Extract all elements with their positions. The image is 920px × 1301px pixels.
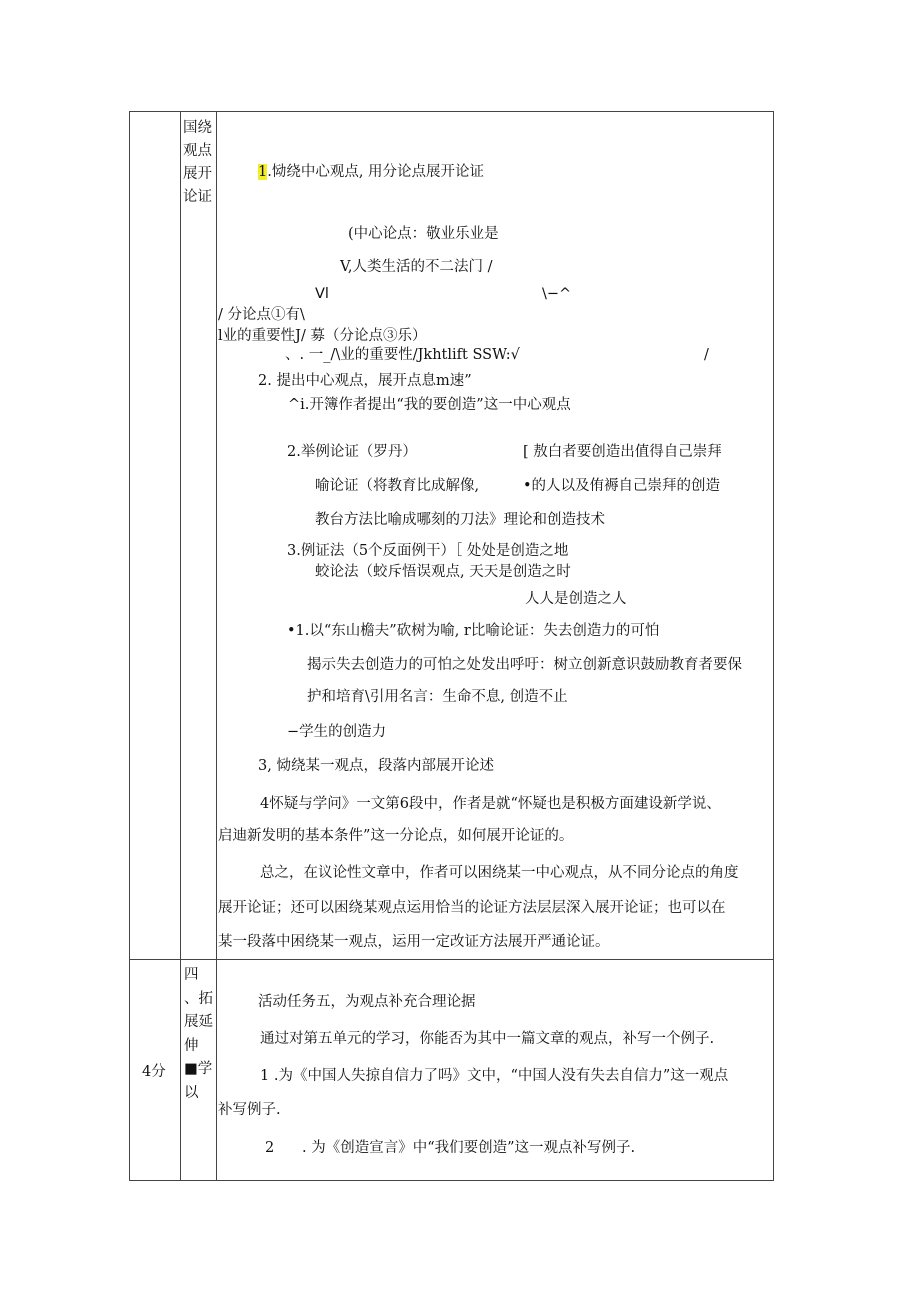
point-2b-left: 2.举例论证（罗丹）: [287, 444, 417, 460]
heading-1: [258, 163, 484, 181]
point-2i: 揭示失去创造力的可怕之处发出呼吁：树立创新意识鼓励教育者要保: [307, 657, 742, 673]
heading-3: 3, 恸绕某一观点，段落内部展开论述: [258, 758, 494, 774]
column-divider-label: [216, 111, 217, 1180]
activity-item-2-number: 2: [265, 1140, 275, 1156]
point-2h: •1.以“东山檐夫”砍树为喻, r比喻论证：失去创造力的可怕: [287, 623, 660, 639]
row2-label-line: 伸: [184, 1037, 199, 1054]
paragraph-1-line-2: 启迪新发明的基本条件”这一分论点，如何展开论证的。: [218, 828, 574, 844]
heading-1-number: 1: [258, 164, 268, 180]
heading-1-text: .恸绕中心观点, 用分论点展开论证: [267, 164, 485, 180]
diagram-center-claim: (中心论点：敬业乐业是: [348, 226, 499, 242]
row2-label-line: 以: [184, 1084, 199, 1101]
point-2b-right: [ 敖白者要创造出值得自己崇拜: [523, 444, 722, 460]
column-divider-time: [180, 111, 181, 1180]
point-2k: −学生的创造力: [287, 724, 387, 740]
row2-label-line: ■学: [184, 1061, 213, 1077]
row1-label: 国绕观点展开论证: [183, 120, 212, 205]
point-2g: 人人是创造之人: [525, 591, 627, 607]
diagram-branch-end: /: [704, 347, 709, 363]
diagram-sub-claim-2: 、. 一_/\业的重要性/Jkhtlift SSW:√: [285, 347, 520, 363]
row2-time: 4分: [142, 1064, 166, 1080]
activity-item-1-cont: 补写例子.: [218, 1102, 281, 1118]
row2-label-line: 展延: [184, 1014, 213, 1030]
point-2c-right: •的人以及侑褥自己崇拜的创造: [523, 478, 721, 494]
paragraph-2-line-3: 某一段落中困绕某一观点，运用一定改证方法展开严通论证。: [218, 934, 610, 950]
activity-item-1: 1 .为《中国人失掠自信力了吗》文中，“中国人没有失去自信力”这一观点: [260, 1068, 729, 1084]
activity-title: 活动任务五，为观点补充合理论据: [258, 994, 476, 1010]
paragraph-1-line-1: 4怀疑与学问》一文第6段中，作者是就“怀疑也是积极方面建设新学说、: [260, 796, 721, 812]
activity-item-2: . 为《创造宣言》中“我们要创造”这一观点补写例子.: [302, 1140, 636, 1156]
point-2f: 蛟论法（蛟斥悟误观点, 天天是创造之时: [315, 564, 571, 580]
point-2e: 3.例证法（5个反面例干）［ 处处是创造之地: [287, 543, 569, 559]
point-2j: 护和培育\引用名言：生命不息, 创造不止: [307, 689, 568, 705]
point-2c-left: 喻论证（将教育比成解像,: [315, 478, 480, 494]
point-2d: 教台方法比喻成哪刻的刀法》理论和创造技术: [315, 512, 605, 528]
paragraph-2-line-2: 展开论证；还可以困绕某观点运用恰当的论证方法层层深入展开论证；也可以在: [218, 900, 726, 916]
diagram-branch-right: \−^: [542, 286, 572, 302]
activity-prompt: 通过对第五单元的学习，你能否为其中一篇文章的观点，补写一个例子.: [260, 1031, 715, 1047]
row2-label-line: 四: [184, 967, 199, 983]
diagram-sub-claim-3: l业的重要性J/ 募（分论点③乐）: [218, 328, 427, 344]
point-2a: ^i.开簿作者提出“我的要创造”这一中心观点: [288, 397, 571, 413]
row2-label: [184, 964, 213, 1105]
diagram-branch-left: Vl: [315, 286, 329, 302]
paragraph-2-line-1: 总之，在议论性文章中，作者可以困绕某一中心观点，从不同分论点的角度: [260, 865, 739, 881]
row-divider: [129, 959, 773, 960]
heading-2: 2. 提出中心观点，展开点息m速”: [258, 373, 472, 389]
row2-label-line: 、拓: [184, 990, 213, 1007]
diagram-sub-claim-1: / 分论点①有\: [218, 307, 305, 323]
diagram-center-claim-2: V,人类生活的不二法门 /: [340, 259, 493, 275]
